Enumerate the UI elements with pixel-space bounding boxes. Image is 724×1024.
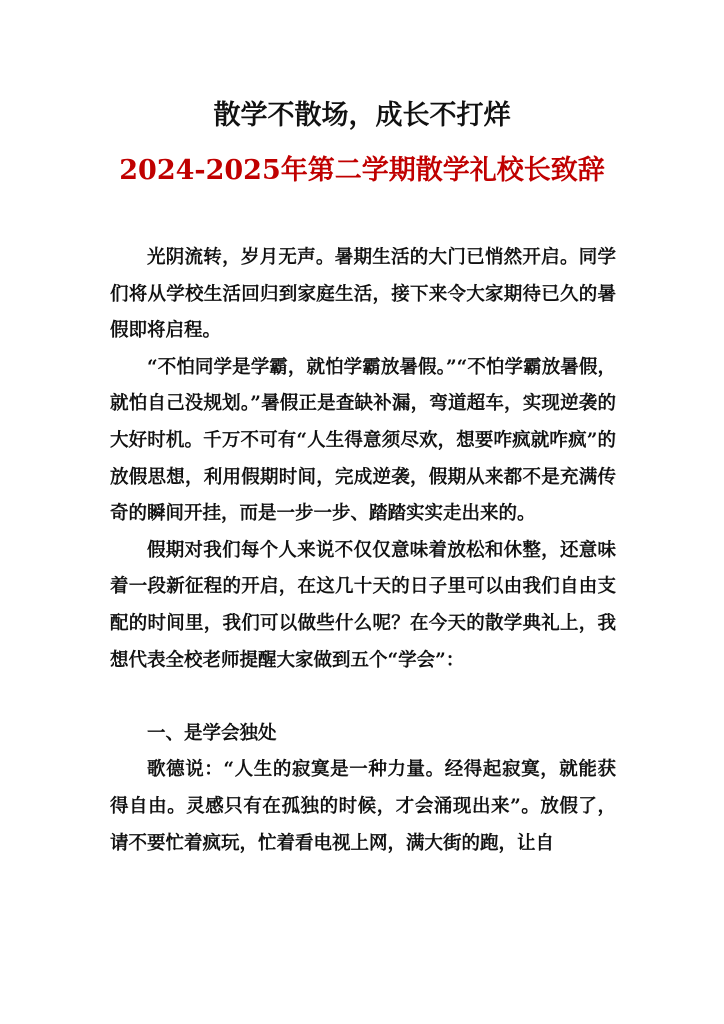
paragraph-section-one: 歌德说：“人生的寂寞是一种力量。经得起寂寞，就能获得自由。灵感只有在孤独的时候，才会涌现出来”。放假了，请不要忙着疯玩，忙着看电视上网，满大街的跑，让自 [110,759,616,854]
document-title: 散学不散场，成长不打烊 [213,100,511,131]
document-subtitle: 2024-2025年第二学期散学礼校长致辞 [119,155,605,186]
paragraph-intro: 光阴流转，岁月无声。暑期生活的大门已悄然开启。同学们将从学校生活回归到家庭生活，接下来令大家期待已久的暑假即将启程。 [110,247,616,342]
paragraph-gap [110,679,616,716]
paragraph-five-lessons: 假期对我们每个人来说不仅仅意味着放松和休整，还意味着一段新征程的开启，在这几十天的日子里可以由我们自由支配的时间里，我们可以做些什么呢？在今天的散学典礼上，我想代表全校老师提醒大家做到五个“学会”： [110,539,616,671]
document-body [110,240,616,862]
section-heading: 一、是学会独处 [147,722,277,744]
paragraph-quote: “不怕同学是学霸，就怕学霸放暑假。”“不怕学霸放暑假，就怕自己没规划。”暑假正是查缺补漏，弯道超车，实现逆袭的大好时机。千万不可有“人生得意须尽欢，想要咋疯就咋疯”的放假思想，利用假期时间，完成逆袭，假期从来都不是充满传奇的瞬间开挂，而是一步一步、踏踏实实走出来的。 [110,356,616,525]
